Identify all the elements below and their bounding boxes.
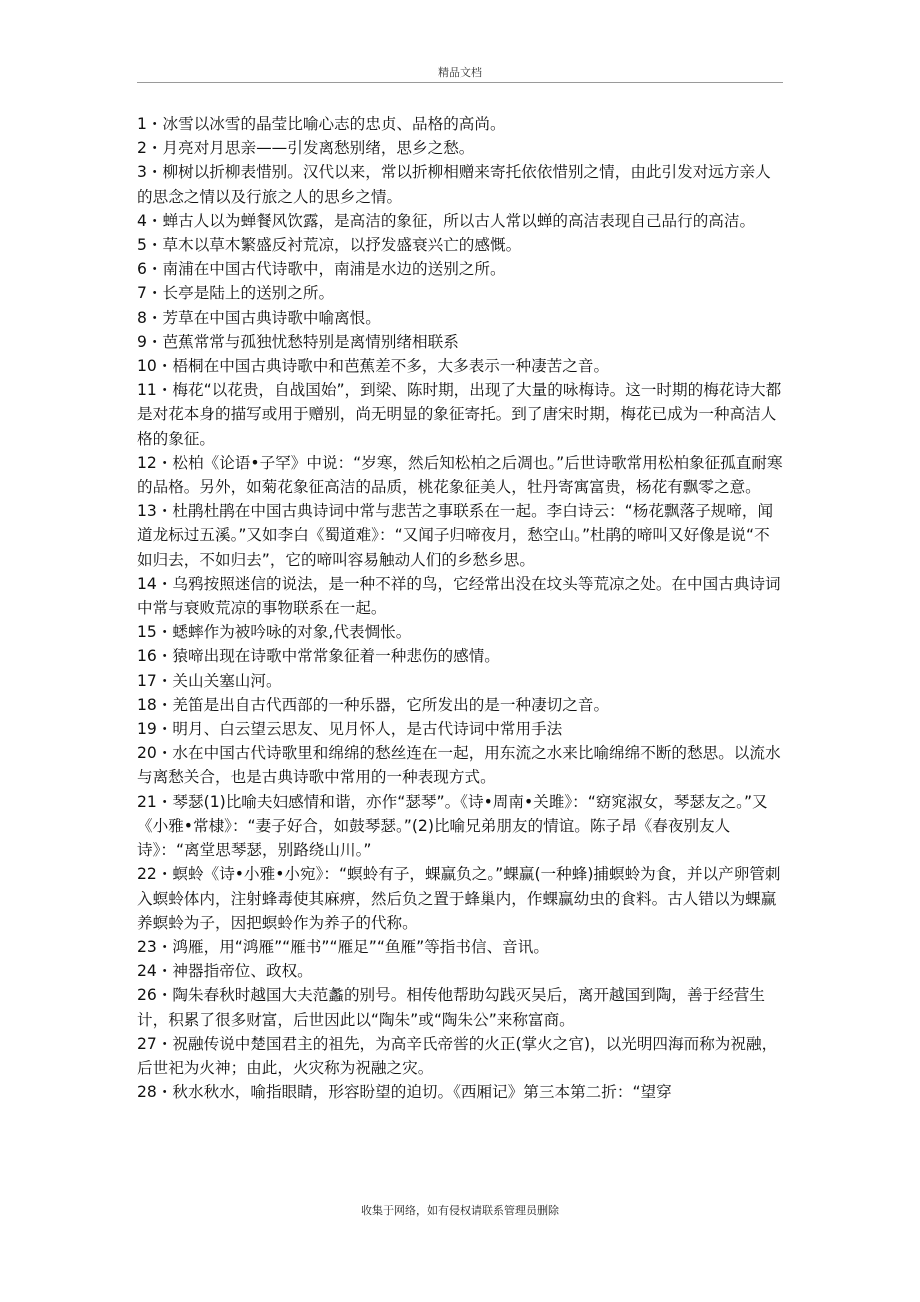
list-item: 28・秋水秋水，喻指眼睛，形容盼望的迫切。《西厢记》第三本第二折：“望穿 — [137, 1083, 672, 1102]
list-item: 14・乌鸦按照迷信的说法，是一种不祥的鸟，它经常出没在坟头等荒凉之处。在中国古典诗词中常与衰败荒凉的事物联系在一起。 — [137, 574, 781, 618]
list-item: 5・草木以草木繁盛反衬荒凉，以抒发盛衰兴亡的感慨。 — [137, 236, 522, 255]
list-item: 27・祝融传说中楚国君主的祖先，为高辛氏帝喾的火正(掌火之官)，以光明四海而称为祝融，后世祀为火神；由此，火灾称为祝融之灾。 — [137, 1034, 778, 1077]
list-item: 15・蟋蟀作为被吟咏的对象,代表惆怅。 — [137, 623, 412, 642]
list-item: 13・杜鹃杜鹃在中国古典诗词中常与悲苦之事联系在一起。李白诗云：“杨花飘落子规啼，闻道龙标过五溪。”又如李白《蜀道难》：“又闻子归啼夜月，愁空山。”杜鹃的啼叫又好像是说“不如归去，不如归去”，它的啼叫容易触动人们的乡愁乡思。 — [137, 502, 774, 569]
list-item: 7・长亭是陆上的送别之所。 — [137, 284, 335, 303]
list-item: 9・芭蕉常常与孤独忧愁特别是离情别绪相联系 — [137, 332, 459, 351]
list-item: 12・松柏《论语•子罕》中说：“岁寒，然后知松柏之后凋也。”后世诗歌常用松柏象征孤直耐寒的品格。另外，如菊花象征高洁的品质，桃花象征美人，牡丹寄寓富贵，杨花有飘零之意。 — [137, 453, 783, 497]
list-item: 26・陶朱春秋时越国大夫范蠡的别号。相传他帮助勾践灭吴后，离开越国到陶，善于经营生计，积累了很多财富，后世因此以“陶朱”或“陶朱公”来称富商。 — [137, 986, 765, 1029]
list-item: 11・梅花“以花贵，自战国始”，到梁、陈时期，出现了大量的咏梅诗。这一时期的梅花诗大都是对花本身的描写或用于赠别，尚无明显的象征寄托。到了唐宋时期，梅花已成为一种高洁人格的象征。 — [137, 381, 782, 448]
list-item: 19・明月、白云望云思友、见月怀人，是古代诗词中常用手法 — [137, 720, 563, 739]
list-item: 16・猿啼出现在诗歌中常常象征着一种悲伤的感情。 — [137, 647, 500, 666]
list-item: 21・琴瑟(1)比喻夫妇感情和谐，亦作“瑟琴”。《诗•周南•关雎》：“窈窕淑女，琴瑟友之。”又《小雅•常棣》：“妻子好合，如鼓琴瑟。”(2)比喻兄弟朋友的情谊。陈子昂《春夜别友人诗》：“离堂思琴瑟，别路绕山川。” — [137, 792, 768, 860]
list-item: 4・蝉古人以为蝉餐风饮露，是高洁的象征，所以古人常以蝉的高洁表现自己品行的高洁。 — [137, 211, 756, 230]
document-body — [137, 112, 783, 1104]
list-item: 8・芳草在中国古典诗歌中喻离恨。 — [137, 308, 381, 327]
list-item: 18・羌笛是出自古代西部的一种乐器，它所发出的是一种凄切之音。 — [137, 695, 610, 714]
list-item: 6・南浦在中国古代诗歌中，南浦是水边的送别之所。 — [137, 260, 506, 279]
list-item: 1・冰雪以冰雪的晶莹比喻心志的忠贞、品格的高尚。 — [137, 115, 506, 133]
list-item: 2・月亮对月思亲——引发离愁别绪，思乡之愁。 — [137, 139, 475, 158]
page-footer: 收集于网络，如有侵权请联系管理员删除 — [361, 1204, 559, 1217]
header-divider — [137, 82, 783, 83]
list-item: 23・鸿雁，用“鸿雁”“雁书”“雁足”“鱼雁”等指书信、音讯。 — [137, 937, 549, 956]
list-item: 22・螟蛉《诗•小雅•小宛》：“螟蛉有子，蜾赢负之。”蜾赢(一种蜂)捕螟蛉为食，并以产卵管刺入螟蛉体内，注射蜂毒使其麻痹，然后负之置于蜂巢内，作蜾赢幼虫的食料。古人错以为蜾赢养螟蛉为子，因把螟蛉作为养子的代称。 — [137, 865, 781, 932]
list-item: 20・水在中国古代诗歌里和绵绵的愁丝连在一起，用东流之水来比喻绵绵不断的愁思。以流水与离愁关合，也是古典诗歌中常用的一种表现方式。 — [137, 744, 781, 787]
list-item: 17・关山关塞山河。 — [137, 671, 282, 690]
list-item: 24・神器指帝位、政权。 — [137, 962, 313, 981]
page-header: 精品文档 — [438, 66, 482, 79]
list-item: 3・柳树以折柳表惜别。汉代以来，常以折柳相赠来寄托依依惜别之情，由此引发对远方亲人的思念之情以及行旅之人的思乡之情。 — [137, 163, 771, 206]
list-item: 10・梧桐在中国古典诗歌中和芭蕉差不多，大多表示一种凄苦之音。 — [137, 357, 610, 376]
